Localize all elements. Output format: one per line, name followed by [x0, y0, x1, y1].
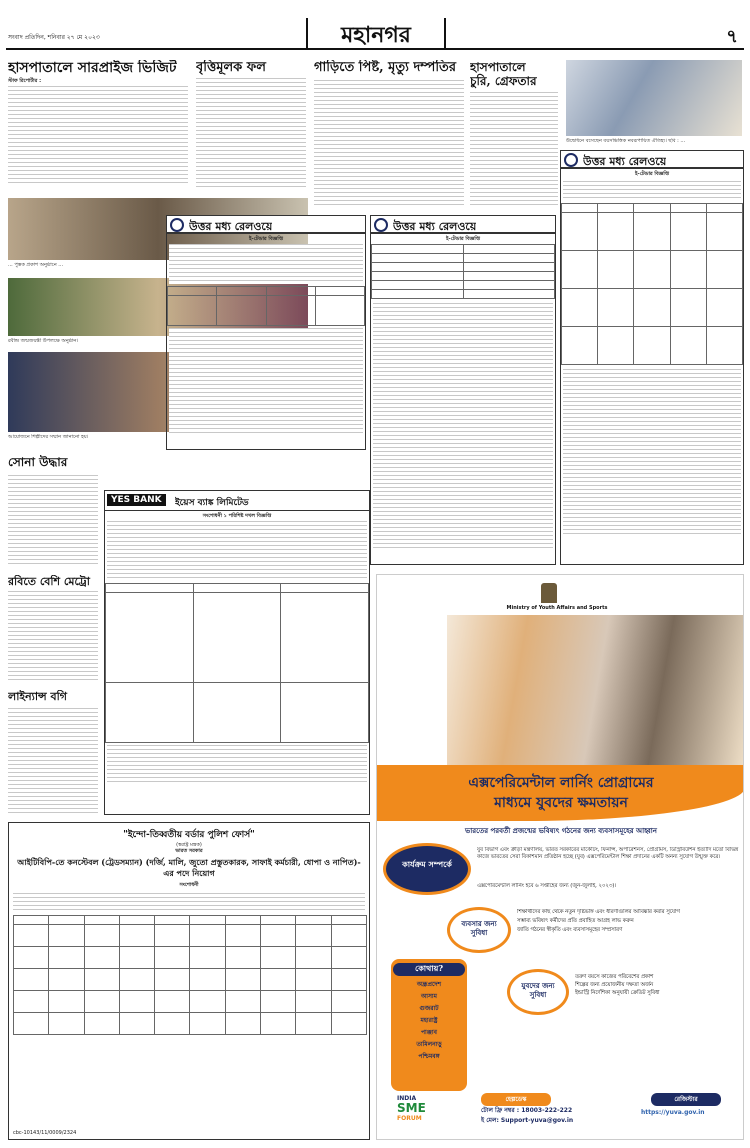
story-title: লাইন্যান্স বগি	[8, 690, 68, 703]
body-text	[8, 472, 98, 567]
ministry-name: Ministry of Youth Affairs and Sports	[506, 605, 608, 611]
tender-table	[371, 244, 555, 299]
rail-logo-icon	[374, 218, 388, 232]
itbp-table	[13, 915, 367, 1035]
story-title: রবিতে বেশি মেট্রো	[8, 575, 90, 588]
youth-point: শিল্পের জন্য প্রয়োজনীয় দক্ষতা অর্জন	[575, 982, 653, 988]
yesbank-logo: YES BANK	[107, 494, 166, 506]
youth-label: যুবদের জন্য সুবিধা	[521, 981, 555, 999]
itbp-ad	[8, 822, 370, 1140]
story-hospital-visit	[8, 60, 188, 190]
masthead-rule	[6, 48, 744, 50]
youth-point: তরুণ বয়সে কাজের পরিবেশের প্রকাশ	[575, 974, 654, 980]
logo-sme: SME	[397, 1101, 426, 1115]
sme-forum-logo	[397, 1095, 457, 1135]
body-text	[8, 591, 98, 683]
state-item: পশ্চিমবঙ্গ	[418, 1053, 440, 1060]
state-item: আসাম	[420, 993, 438, 1000]
tollfree-number: টোল ফ্রি নম্বর : 18003-222-222	[481, 1107, 573, 1114]
youth-point: ইন্ডাস্ট্রি নির্দেশিকা অনুযায়ী ক্রেডিট সুবিধা	[575, 990, 660, 996]
program-text-2: এক্সপেরিমেন্টাল লার্নিং হবে ৬ সপ্তাহের জন্য (জুন-জুলাই, ২০২৩)।	[477, 883, 617, 889]
story-title: গাড়িতে পিষ্ট, মৃত্যু দম্পতির	[314, 60, 456, 75]
register-label: রেজিস্টার	[651, 1093, 721, 1106]
rail-logo-icon	[564, 153, 578, 167]
story-theft	[470, 60, 558, 210]
state-item: গুজরাট	[419, 1005, 439, 1012]
rail-brand: উত্তর মধ্য রেলওয়ে	[393, 220, 477, 233]
tender-table	[167, 286, 365, 326]
body-text	[470, 90, 558, 208]
photo-caption-3: আয়োজনে শিল্পীদের সম্মান জানানো হয়।	[8, 434, 89, 440]
masthead-title: মহানগর	[306, 18, 446, 50]
rail-logo-icon	[170, 218, 184, 232]
business-point: জাতি গঠনের স্বীকৃতি এবং ব্যবসাসমূহের সম্প্রসারণ	[517, 927, 623, 933]
state-item: তামিলনাড়ু	[416, 1041, 442, 1048]
rail-ad-1	[166, 215, 366, 450]
apprentice-tagline: ভারতের পরবর্তী প্রজন্মের ভবিষ্যৎ গঠনের জন্য ব্যবসাসমূহের আহ্বান	[465, 827, 657, 835]
story-title: হাসপাতালে সারপ্রাইজ ভিজিট	[8, 60, 177, 76]
itbp-footer-code: cbc-10143/11/0009/2324	[13, 1129, 77, 1136]
story-accident	[314, 60, 464, 210]
rail-sub: ই-টেন্ডার বিজ্ঞপ্তি	[635, 171, 669, 177]
rail-brand: উত্তর মধ্য রেলওয়ে	[583, 155, 667, 168]
program-label: কার্যক্রম সম্পর্কে	[402, 859, 452, 869]
business-list	[517, 909, 739, 934]
rail-brand: উত্তর মধ্য রেলওয়ে	[189, 220, 273, 233]
yesbank-title: ইয়েস ব্যাঙ্ক লিমিটেড	[175, 498, 249, 508]
body-text	[314, 78, 464, 208]
apprentice-ad	[376, 574, 744, 1140]
program-badge	[383, 843, 471, 895]
emblem-icon	[541, 583, 557, 603]
business-label: ব্যবসার জন্য সুবিধা	[461, 919, 497, 937]
story-title: সোনা উদ্ধার	[8, 455, 68, 469]
byline: স্টাফ রিপোর্টার :	[8, 78, 42, 84]
yesbank-ad	[104, 490, 370, 815]
story-title-line2: চুরি, গ্রেফতার	[470, 74, 537, 88]
apprentice-title-2: মাধ্যমে যুবদের ক্ষমতায়ন	[494, 795, 628, 811]
states-list	[393, 979, 465, 1063]
youth-list	[575, 973, 739, 997]
where-label: কোথায়?	[393, 963, 465, 976]
itbp-sub: (স্বরাষ্ট্র মন্ত্রক)	[176, 842, 202, 848]
story-metro	[8, 575, 98, 685]
rail-ad-3	[560, 150, 744, 565]
yesbank-sub: সংশোধনী ১ পরিশিষ্ট দখল বিজ্ঞপ্তি	[202, 513, 272, 519]
state-item: অন্ধ্রপ্রদেশ	[416, 981, 442, 988]
story-title-line1: হাসপাতালে	[470, 60, 526, 74]
masthead	[6, 4, 744, 50]
possession-table	[105, 583, 369, 743]
body-text	[8, 706, 98, 816]
rail-ad-2	[370, 215, 556, 565]
rail-sub: ই-টেন্ডার বিজ্ঞপ্তি	[446, 236, 480, 242]
business-point: সম্ভাব্য ভবিষ্যৎ কর্মীদের প্রতি প্রবাহিত আগ্রহ লাভ করুন	[517, 918, 634, 924]
unveil-caption: উদ্বোধনে বসেছেন বয়সভিত্তিক নবরূপায়িত ঐতিহ্য। ছবি : ...	[566, 138, 686, 144]
itbp-title: "ইন্দো-তিব্বতীয় বর্ডার পুলিশ ফোর্স"	[123, 830, 255, 840]
story-career	[196, 60, 306, 190]
rail-sub: ই-টেন্ডার বিজ্ঞপ্তি	[249, 236, 283, 242]
logo-india: INDIA	[397, 1095, 417, 1102]
students-photo	[447, 615, 743, 780]
tender-table	[561, 203, 743, 365]
body-text	[8, 86, 188, 186]
body-text	[196, 78, 306, 190]
story-gold	[8, 455, 98, 570]
photo-caption-2: রবীন্দ্র জন্মজয়ন্তী উপলক্ষে অনুষ্ঠান।	[8, 338, 79, 344]
helpdesk-label: হেল্পডেস্ক	[481, 1093, 551, 1106]
apprentice-title-1: এক্সপেরিমেন্টাল লার্নিং প্রোগ্রামের	[468, 775, 654, 791]
story-ladies	[8, 690, 98, 820]
register-url[interactable]: https://yuva.gov.in	[641, 1109, 705, 1116]
logo-forum: FORUM	[397, 1115, 422, 1122]
itbp-gov: ভারত সরকার	[175, 848, 203, 855]
unveil-photo	[566, 60, 742, 136]
state-item: মহারাষ্ট্র	[420, 1017, 438, 1024]
itbp-heading: আইটিবিপি-তে কনস্টেবল (ট্রেডসম্যান) (দর্জি, মালি, জুতো প্রস্তুতকারক, সাফাই কর্মচারী, ধোপা ও নাপিত)-এর পদে নিয়োগ	[17, 857, 361, 879]
page-number: ৭	[726, 26, 738, 47]
story-title: বৃত্তিমূলক ফল	[196, 60, 266, 75]
masthead-date: সংবাদ প্রতিদিন, শনিবার ২৭ মে ২০২৩	[8, 34, 100, 41]
itbp-corrigendum: সংশোধনী	[179, 882, 199, 889]
support-email[interactable]: ই মেল: Support-yuva@gov.in	[481, 1117, 574, 1124]
program-text: যুব বিভাগ এবং ক্রীড়া মন্ত্রণালয়, ভারত সরকারের মার্কেটিং, ফিনান্স, অপারেশনস, প্রোগ্রামস, ডিস্ট্রিবিউশন ইত্যাদি মতো বিভিন্ন কাজে ভারতের সেরা বিকাশমান প্রতিষ্ঠান হচ্ছে (যুব) এক্সপেরিমেন্টাল শিক্ষা প্রদানের একটি অনন্য সুযোগ উন্মুক্ত করে।	[477, 847, 739, 860]
photo-caption-1: ... পুস্তক প্রকাশ অনুষ্ঠানে ...	[8, 262, 64, 268]
state-item: পাঞ্জাব	[420, 1029, 438, 1036]
business-point: শিক্ষার্থীদের কাছ থেকে নতুন দৃষ্টিভঙ্গি এবং ধারণাগুলির আবিষ্কার করার সুযোগ	[517, 909, 680, 915]
